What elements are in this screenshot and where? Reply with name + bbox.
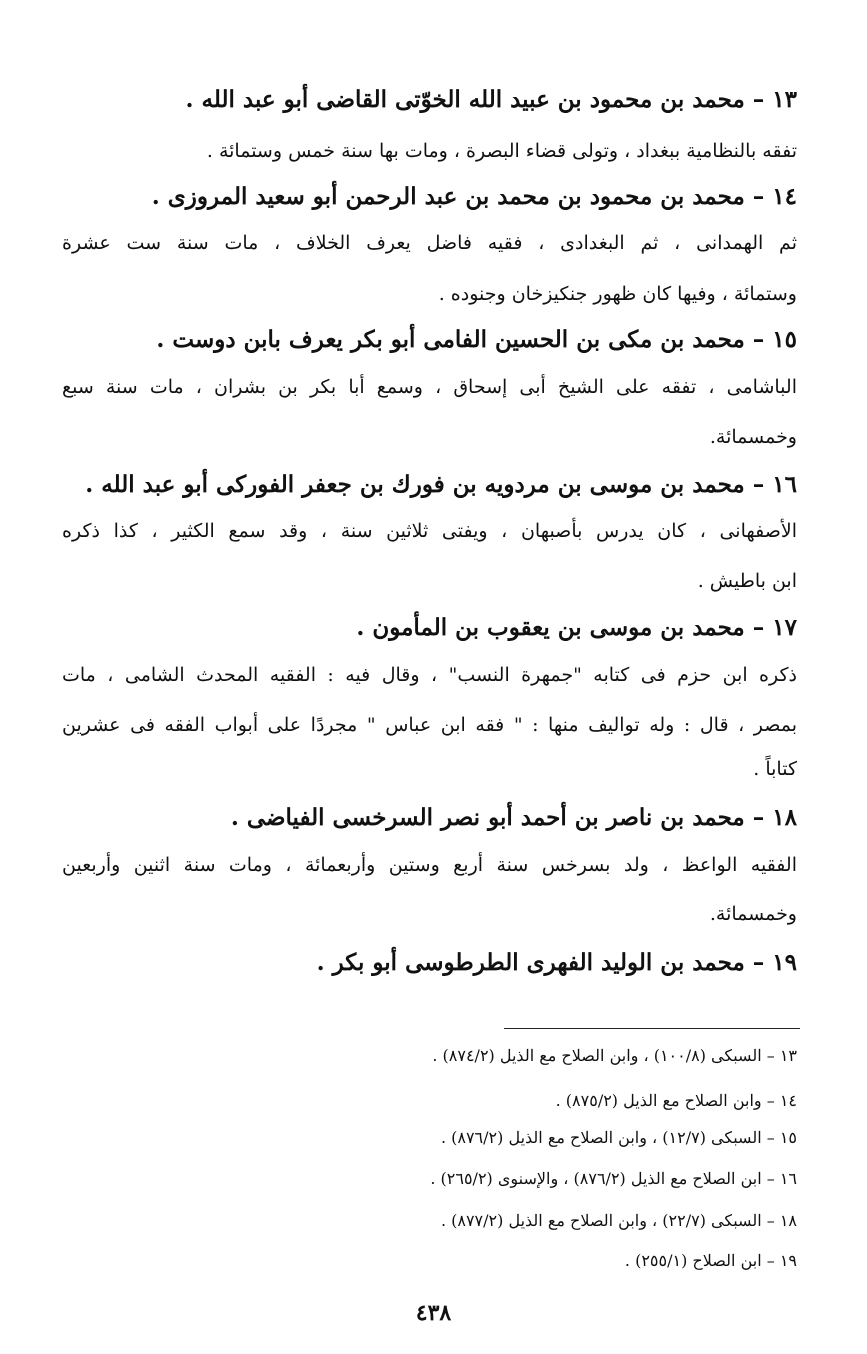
entry-15-text-line: وخمسمائة. <box>709 426 797 448</box>
footnote-13: ١٣ – السبكى (١٠٠/٨) ، وابن الصلاح مع الذيل (٨٧٤/٢) . <box>432 1046 797 1065</box>
footnote-14: ١٤ – وابن الصلاح مع الذيل (٨٧٥/٢) . <box>555 1091 797 1110</box>
entry-14-heading: ١٤ – محمد بن محمود بن محمد بن عبد الرحمن أبو سعيد المروزى . <box>151 183 797 210</box>
entry-17-text-line: ذكره ابن حزم فى كتابه "جمهرة النسب" ، وقال فيه : الفقيه المحدث الشامى ، مات <box>62 664 797 686</box>
footnote-15: ١٥ – السبكى (١٢/٧) ، وابن الصلاح مع الذيل (٨٧٦/٢) . <box>440 1128 797 1147</box>
page-number: ٤٣٨ <box>415 1300 452 1326</box>
entry-14-text-line: وستمائة ، وفيها كان ظهور جنكيزخان وجنوده . <box>438 283 797 305</box>
entry-13-text-line: تفقه بالنظامية ببغداد ، وتولى قضاء البصرة ، ومات بها سنة خمس وستمائة . <box>206 140 797 162</box>
entry-18-text-line: وخمسمائة. <box>709 903 797 925</box>
entry-19-heading: ١٩ – محمد بن الوليد الفهرى الطرطوسى أبو بكر . <box>316 949 797 976</box>
entry-16-text-line: الأصفهانى ، كان يدرس بأصبهان ، ويفتى ثلاثين سنة ، وقد سمع الكثير ، كذا ذكره <box>62 520 797 542</box>
entry-17-text-line: بمصر ، قال : وله تواليف منها : " فقه ابن عباس " مجردًا على أبواب الفقه فى عشرين <box>62 714 797 736</box>
entry-13-heading: ١٣ – محمد بن محمود بن عبيد الله الخوّتى القاضى أبو عبد الله . <box>185 86 797 113</box>
entry-16-heading: ١٦ – محمد بن موسى بن مردويه بن فورك بن جعفر الفوركى أبو عبد الله . <box>85 471 797 498</box>
entry-14-text-line: ثم الهمدانى ، ثم البغدادى ، فقيه فاضل يعرف الخلاف ، مات سنة ست عشرة <box>62 232 797 254</box>
entry-17-heading: ١٧ – محمد بن موسى بن يعقوب بن المأمون . <box>356 614 797 641</box>
entry-18-heading: ١٨ – محمد بن ناصر بن أحمد أبو نصر السرخسى الفياضى . <box>230 804 797 831</box>
entry-16-text-line: ابن باطيش . <box>697 570 797 592</box>
footnote-separator <box>504 1028 800 1029</box>
entry-15-heading: ١٥ – محمد بن مكى بن الحسين الفامى أبو بكر يعرف بابن دوست . <box>156 326 797 353</box>
footnote-16: ١٦ – ابن الصلاح مع الذيل (٨٧٦/٢) ، والإسنوى (٢٦٥/٢) . <box>430 1169 797 1188</box>
entry-15-text-line: الباشامى ، تفقه على الشيخ أبى إسحاق ، وسمع أبا بكر بن بشران ، مات سنة سبع <box>62 376 797 398</box>
footnote-18: ١٨ – السبكى (٢٢/٧) ، وابن الصلاح مع الذيل (٨٧٧/٢) . <box>440 1211 797 1230</box>
entry-18-text-line: الفقيه الواعظ ، ولد بسرخس سنة أربع وستين وأربعمائة ، ومات سنة اثنين وأربعين <box>62 854 797 876</box>
footnote-19: ١٩ – ابن الصلاح (٢٥٥/١) . <box>624 1251 797 1270</box>
entry-17-text-line: كتاباً . <box>753 758 797 780</box>
